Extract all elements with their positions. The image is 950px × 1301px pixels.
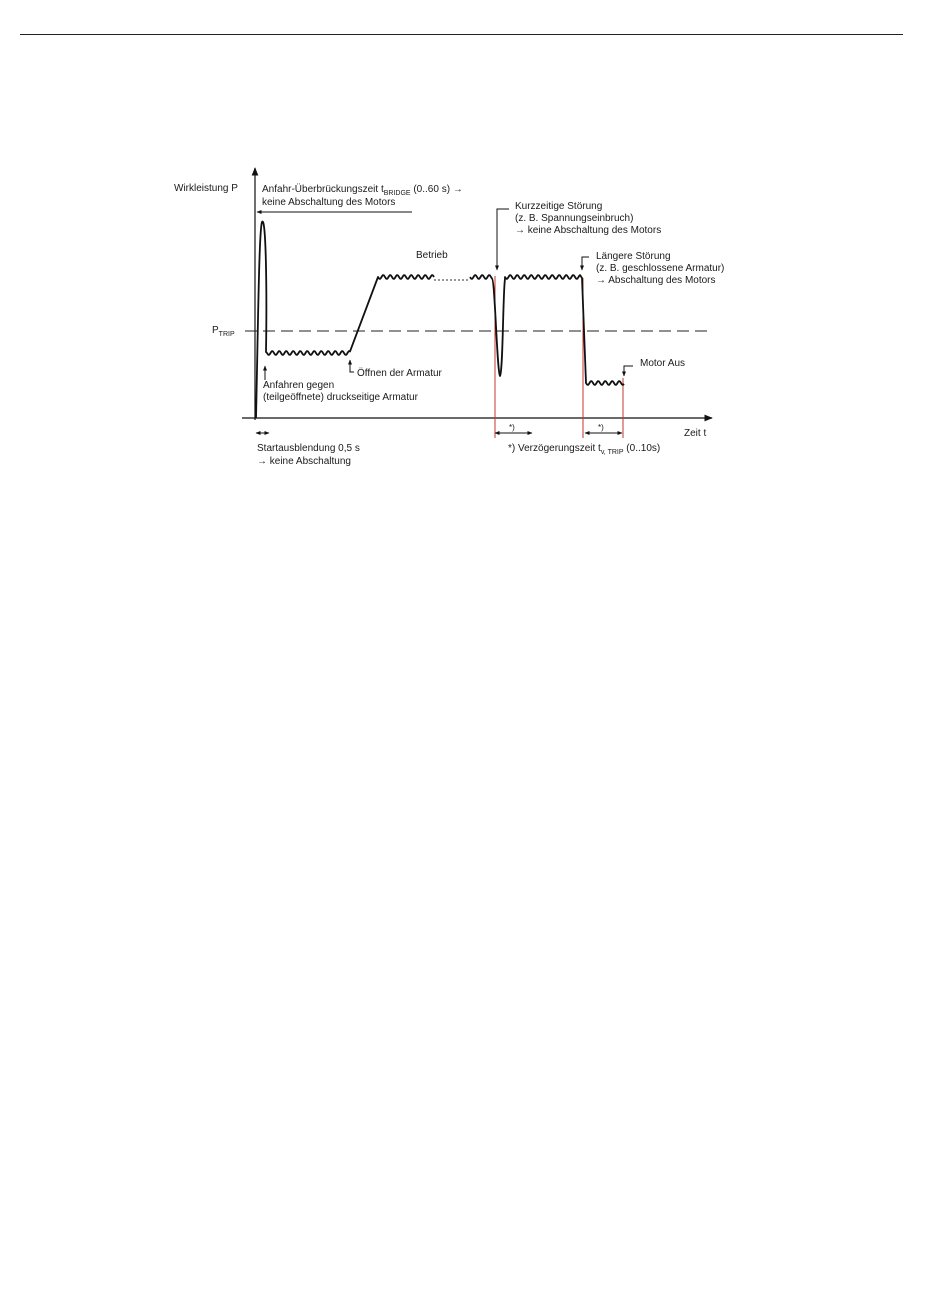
long-fault-label-line3: → Abschaltung des Motors bbox=[596, 275, 716, 286]
start-suppression-label-line2: → keine Abschaltung bbox=[257, 456, 351, 467]
p-trip-label: $P_{TRIP}$ bbox=[212, 325, 235, 338]
motor-off-label: Motor Aus bbox=[640, 358, 686, 369]
bridge-time-label: Anfahr-Überbrückungszeit $t_{BRIDGE}$ (0..60 s) → bbox=[262, 184, 463, 197]
valve-opening-label: Öffnen der Armatur bbox=[357, 368, 442, 379]
operation-label: Betrieb bbox=[416, 250, 448, 261]
long-fault-pointer-arrow bbox=[582, 257, 589, 270]
start-suppression-label-line1: Startausblendung 0,5 s bbox=[257, 443, 360, 454]
y-axis-label: Wirkleistung P bbox=[174, 183, 238, 194]
x-axis-label: Zeit t bbox=[684, 428, 707, 439]
short-fault-pointer-arrow bbox=[497, 209, 509, 270]
startup-label-line2: (teilgeöffnete) druckseitige Armatur bbox=[263, 392, 418, 403]
delay-note: *) Verzögerungszeit $t_{v, TRIP}$ (0..10s) bbox=[508, 443, 661, 456]
long-fault-label-line1: Längere Störung bbox=[596, 251, 671, 262]
startup-label-line1: Anfahren gegen bbox=[263, 380, 335, 391]
bridge-time-label-line2: keine Abschaltung des Motors bbox=[262, 197, 396, 208]
valve-opening-pointer-arrow bbox=[350, 360, 354, 372]
short-fault-label-line1: Kurzzeitige Störung bbox=[515, 201, 603, 212]
long-fault-label-line2: (z. B. geschlossene Armatur) bbox=[596, 263, 725, 274]
delay-marker-2: *) bbox=[598, 423, 604, 432]
motor-off-pointer-arrow bbox=[624, 366, 633, 376]
short-fault-label-line3: → keine Abschaltung des Motors bbox=[515, 225, 662, 236]
short-fault-label-line2: (z. B. Spannungseinbruch) bbox=[515, 213, 634, 224]
delay-marker-1: *) bbox=[509, 423, 515, 432]
delay-marker-lines bbox=[495, 276, 623, 438]
